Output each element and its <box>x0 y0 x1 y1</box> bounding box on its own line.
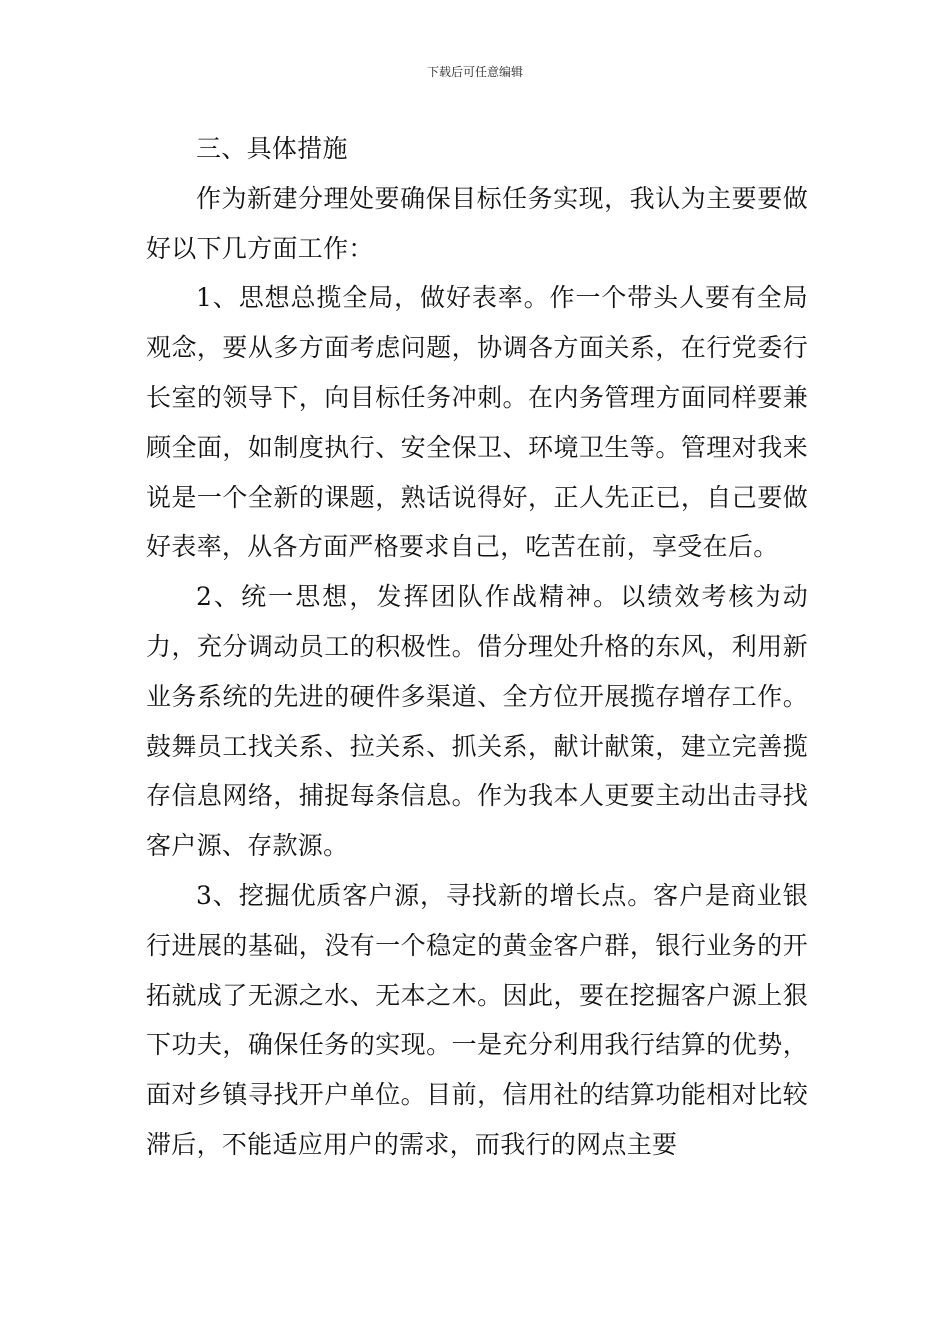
paragraph-item-3: 3、挖掘优质客户源，寻找新的增长点。客户是商业银行进展的基础，没有一个稳定的黄金客户群，银行业务的开拓就成了无源之水、无本之木。因此，要在挖掘客户源上狠下功夫，确保任务的实现。一是充分利用我行结算的优势，面对乡镇寻找开户单位。目前，信用社的结算功能相对比较滞后，不能适应用户的需求，而我行的网点主要 <box>146 880 808 1159</box>
paragraph-intro: 作为新建分理处要确保目标任务实现，我认为主要要做好以下几方面工作： <box>146 183 808 263</box>
page-header-note: 下载后可任意编辑 <box>426 65 523 79</box>
paragraph-item-1: 1、思想总揽全局，做好表率。作一个带头人要有全局观念，要从多方面考虑问题，协调各方面关系，在行党委行长室的领导下，向目标任务冲刺。在内务管理方面同样要兼顾全面，如制度执行、安全保卫、环境卫生等。管理对我来说是一个全新的课题，熟话说得好，正人先正已，自己要做好表率，从各方面严格要求自己，吃苦在前，享受在后。 <box>146 283 808 562</box>
section-heading: 三、具体措施 <box>196 134 348 163</box>
paragraph-item-2: 2、统一思想，发挥团队作战精神。以绩效考核为动力，充分调动员工的积极性。借分理处升格的东风，利用新业务系统的先进的硬件多渠道、全方位开展揽存增存工作。鼓舞员工找关系、拉关系、抓关系，献计献策，建立完善揽存信息网络，捕捉每条信息。作为我本人更要主动出击寻找客户源、存款源。 <box>146 582 808 861</box>
document-body <box>146 124 808 1170</box>
